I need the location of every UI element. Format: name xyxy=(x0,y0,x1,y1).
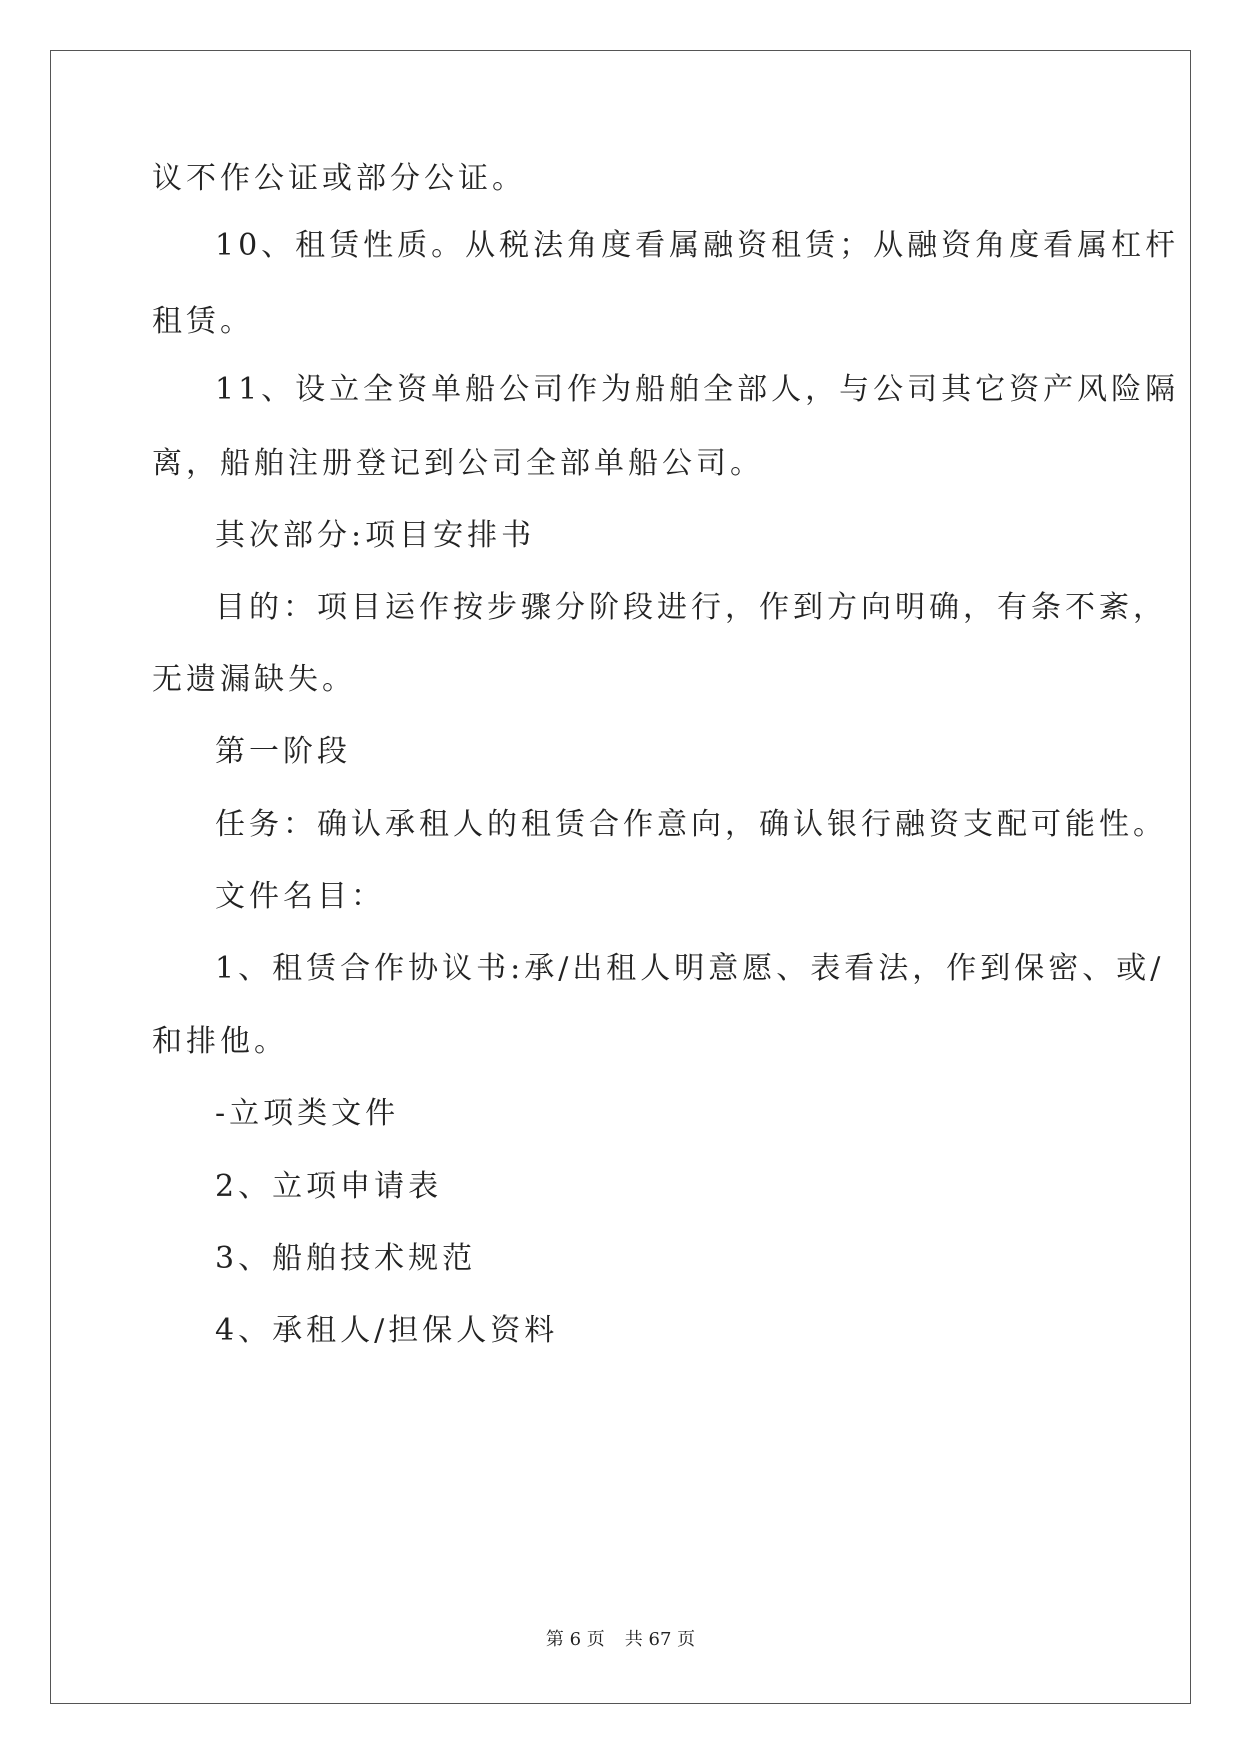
body-line-7: 目的：项目运作按步骤分阶段进行，作到方向明确，有条不紊， xyxy=(215,590,1167,625)
body-line-8: 无遗漏缺失。 xyxy=(152,662,356,697)
body-line-2: 10、租赁性质。从税法角度看属融资租赁；从融资角度看属杠杆 xyxy=(215,228,1180,263)
body-line-10: 任务：确认承租人的租赁合作意向，确认银行融资支配可能性。 xyxy=(215,807,1167,842)
body-line-13: 和排他。 xyxy=(152,1024,288,1059)
body-line-1: 议不作公证或部分公证。 xyxy=(152,161,526,196)
body-line-5: 离，船舶注册登记到公司全部单船公司。 xyxy=(152,446,764,481)
body-line-11: 文件名目： xyxy=(215,879,385,914)
page-number: 第 6 页 xyxy=(545,1629,605,1650)
body-line-17: 4、承租人/担保人资料 xyxy=(215,1313,559,1348)
body-line-4: 11、设立全资单船公司作为船舶全部人，与公司其它资产风险隔 xyxy=(215,372,1180,407)
body-line-15: 2、立项申请表 xyxy=(215,1169,443,1204)
section-heading: 其次部分:项目安排书 xyxy=(215,518,536,553)
page-total: 共 67 页 xyxy=(624,1629,696,1650)
body-line-12: 1、租赁合作协议书:承/出租人明意愿、表看法，作到保密、或/ xyxy=(215,951,1165,986)
body-line-14: -立项类文件 xyxy=(215,1096,400,1131)
stage-heading: 第一阶段 xyxy=(215,734,351,769)
page-footer xyxy=(0,1628,1241,1652)
body-line-3: 租赁。 xyxy=(152,304,254,339)
body-line-16: 3、船舶技术规范 xyxy=(215,1241,477,1276)
